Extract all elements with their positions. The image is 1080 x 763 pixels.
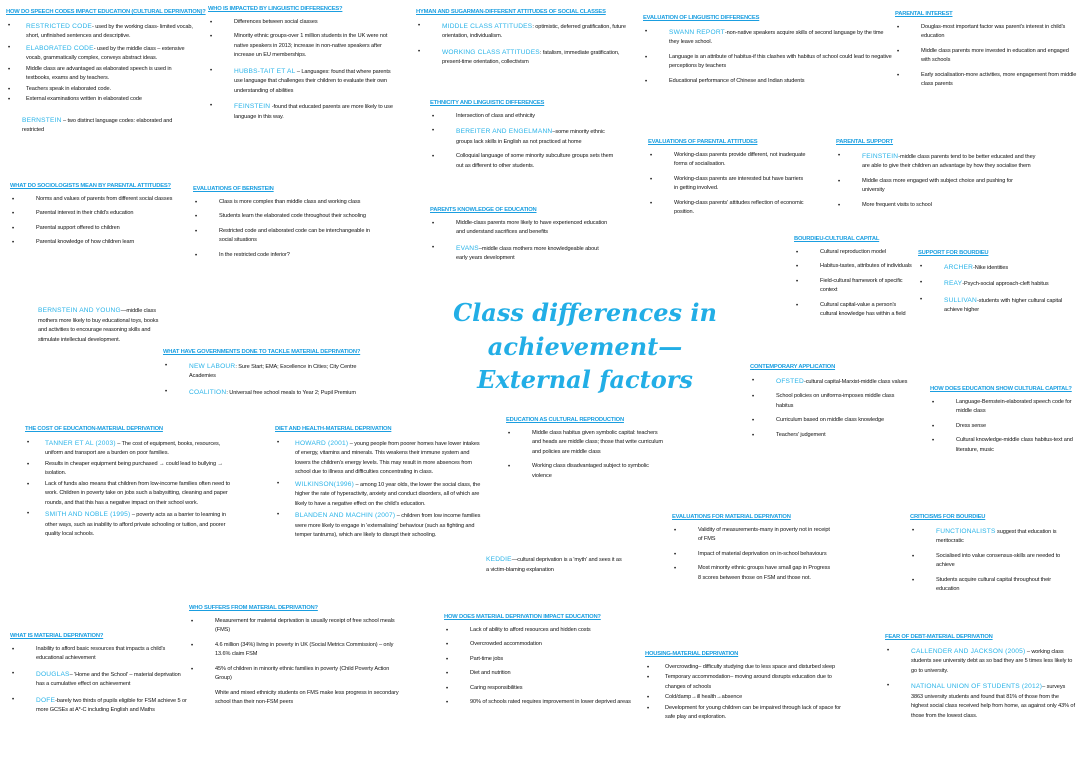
item-text: Validity of measurements-many in poverty not in receipt of FMS [698,526,830,543]
list-item [430,152,620,171]
list-item [6,65,194,84]
list-item [648,199,808,218]
keyword-highlight: COALITION [189,388,227,396]
extra-note: White and mixed ethnicity students on FMS make less progress in secondary school than their non-FSM peers [215,689,399,706]
bullet-list [506,429,666,482]
item-text: Teachers speak in elaborated code. [26,85,111,92]
keyword-highlight: ARCHER [944,263,974,271]
keyword-highlight: SMITH AND NOBLE (1995) [45,511,131,519]
list-item [193,198,383,208]
item-text: In the restricted code inferior? [219,251,290,258]
list-item [794,277,914,296]
item-text: suggest that education is meritocratic [936,528,1057,545]
item-text: – poverty acts as a barrier to learning in other ways, such as inability to afford private schooling or tuition, and poorer quality local schools. [45,512,226,538]
section-heading: PARENTAL INTEREST [895,11,953,17]
list-item [10,195,180,205]
list-item [189,665,399,684]
list-item [648,175,808,194]
list-item [25,438,235,459]
item-text: Cultural capital-value a person's cultural knowledge has within a field [820,301,906,318]
item-text: : Sure Start; EMA; Excellence in Cities; City Centre Academies [189,363,357,380]
section-heading: WHO SUFFERS FROM MATERIAL DEPRIVATION? [189,605,318,611]
section-cultural-reproduction [506,416,666,486]
item-text: 90% of schools rated requires improvement in lower deprived areas [470,699,631,706]
item-text: – working class students see university debt as so bad they are 5 times less likely to go to university. [911,648,1073,674]
item-text: Norms and values of parents from different social classes [36,195,173,202]
item-text: Teachers' judgement [776,431,826,438]
section-cost-education [25,425,235,541]
bullet-list [6,21,194,105]
keyword-highlight: BLANDEN AND MACHIN (2007) [295,512,396,520]
section-eval-material [672,513,832,588]
keyword-highlight: FEINSTEIN [862,152,899,160]
bullet-list [10,645,188,716]
item-text: Temporary accommodation– moving around disrupts education due to changes of schools [665,674,832,690]
list-item [10,669,188,690]
keyword-highlight: EVANS [456,244,479,252]
item-text: -Psych-social approach-cleft habitus [962,281,1049,288]
list-item [930,422,1080,432]
list-item [275,438,485,478]
list-item [672,526,832,545]
section-heading: WHAT IS MATERIAL DEPRIVATION? [10,633,104,639]
keyword-highlight: WILKINSON(1996) [295,480,355,488]
list-item [6,85,194,95]
bernstein-young-key: BERNSTEIN AND YOUNG [38,307,121,314]
item-text: –middle class mothers more knowledgeable about early years development [456,245,599,262]
list-item [750,416,910,426]
item-text: Language is an attribute of habitus-if this clashes with habitus of school could lead to negative perceptions by teachers [669,53,892,70]
keyword-highlight: NATIONAL UNION OF STUDENTS (2012) [911,683,1043,691]
item-text: Minority ethnic groups-over 1 million students in the UK were not native speakers in 2013; increase in non-native speakers after increase un EU memberships. [234,33,388,59]
item-text: Middle class parents more invested in education and engaged with schools [921,47,1069,64]
bullet-list [275,438,485,541]
item-text: Cultural knowledge-middle class habitus-text and literature, music [956,437,1073,453]
keyword-highlight: ELABORATED CODE [26,44,94,52]
item-text: Restricted code and elaborated code can be interchangeable in social situations [219,227,370,244]
section-eval-parental [648,138,808,223]
item-text: 45% of children in minority ethnic families in poverty (Child Poverty Action Group) [215,665,390,682]
list-item [895,47,1077,66]
item-text: Diet and nutrition [470,670,511,677]
item-text: – among 10 year olds, the lower the social class, the higher the rate of hyperactivity, anxiety and conduct disorders, all of which are likely to have a negative effect on the child's education. [295,481,481,507]
bullet-list [930,398,1080,456]
bullet-list [430,112,620,172]
item-text: External examinations written in elaborated code [26,96,142,103]
list-item [918,278,1078,290]
bullet-list [672,526,832,584]
list-item [208,32,400,61]
section-heading: HYMAN AND SUGARMAN-DIFFERENT ATTITUDES OF SOCIAL CLASSES [416,9,606,15]
item-text: Socialised into value consensus-skills are needed to achieve [936,552,1061,569]
keyword-highlight: HUBBS-TAIT ET AL [234,67,296,75]
section-heading: FEAR OF DEBT-MATERIAL DEPRIVATION [885,634,993,640]
list-item [208,101,400,122]
section-housing [645,650,845,724]
bernstein-young-note [38,305,164,345]
list-item [10,238,180,248]
list-item [275,479,485,510]
section-heading: HOW DOES MATERIAL DEPRIVATION IMPACT EDUCATION? [444,614,601,620]
list-item [430,219,610,238]
section-who-suffers [189,604,399,708]
list-item [910,526,1070,547]
item-text: Class is more complex than middle class and working class [219,198,361,205]
item-text: -middle class parents tend to be better educated and they are able to give their children an advantage by how they socialise them [862,153,1036,170]
item-text: -non-native speakers acquire skills of second language by the time they leave school. [669,29,884,46]
section-speech-codes [6,8,206,136]
item-text: -barely two thirds of pupils eligible for FSM achieve 5 or more GCSEs at A*-C including English and Maths [36,697,187,714]
item-text: Early socialisation-more activities, more engagement from middle class parents [921,71,1077,88]
list-item [25,460,235,479]
keyword-highlight: FUNCTIONALISTS [936,527,996,535]
section-heading: EVALUATION OF LINGUISTIC DIFFERENCES [643,15,760,21]
list-item [930,436,1080,455]
section-support-bourdieu [918,249,1078,321]
item-text: Parental interest in their child's education [36,210,134,217]
section-heading: SUPPORT FOR BOURDIEU [918,250,989,256]
bullet-list [648,151,808,218]
list-item [506,429,666,458]
section-heading: WHAT HAVE GOVERNMENTS DONE TO TACKLE MATERIAL DEPRIVATION? [163,349,361,355]
item-text: School policies on uniforms-imposes middle class habitus [776,393,895,409]
list-item [794,248,914,258]
section-eval-linguistic [643,14,893,91]
list-item [444,669,634,679]
list-item [430,243,610,264]
list-item [643,77,893,87]
item-text: Overcrowding– difficulty studying due to less space and disturbed sleep [665,663,836,670]
list-item [10,224,180,234]
item-text: Lack of funds also means that children from low-income families often need to work. Children in poverty take on jobs such a babysitting, cleaning and paper rounds, and that this has a negative impact on their school work. [45,480,231,506]
item-text: : optimistic, deferred gratification, future orientation, individualism. [442,23,626,40]
bullet-list [25,438,235,540]
list-item [163,387,383,399]
bullet-list [645,663,845,723]
keyword-highlight: SWANN REPORT [669,28,725,36]
section-heading: PARENTS KNOWLEDGE OF EDUCATION [430,207,537,213]
list-item [6,21,194,42]
list-item [444,698,634,708]
keyword-highlight: DOUGLAS [36,670,70,678]
list-item [895,71,1077,90]
list-item [10,695,188,716]
list-item [208,18,400,28]
section-heading: BOURDIEU-CULTURAL CAPITAL [794,236,880,242]
keyword-highlight: BEREITER AND ENGELMANN [456,128,553,136]
item-text: -cultural capital-Marxist-middle class values [803,378,908,385]
item-text: Impact of material deprivation on in-school behaviours [698,550,827,557]
section-heading: HOW DO SPEECH CODES IMPACT EDUCATION (CULTURAL DEPRIVATION)? [6,9,206,15]
list-item [444,640,634,650]
section-linguistic-impact [208,5,400,127]
section-heading: CRITICISMS FOR BOURDIEU [910,514,986,520]
keyword-highlight: SULLIVAN [944,296,977,304]
item-text: Habitus-tastes, attributes of individuals [820,263,912,270]
item-text: Middle class are advantaged as elaborated speech is used in textbooks, exams and by teachers. [26,65,172,82]
item-text: Measurement for material deprivation is usually receipt of free school meals (FMS) [215,617,395,634]
list-item [672,550,832,560]
title-line-1: Class differences in achievement— [453,298,717,361]
bullet-list [193,198,383,261]
section-heading: PARENTAL SUPPORT [836,139,894,145]
section-heading: DIET AND HEALTH-MATERIAL DEPRIVATION [275,426,392,432]
list-item [444,655,634,665]
section-heading: THE COST OF EDUCATION-MATERIAL DEPRIVATION [25,426,163,432]
item-text: Part-time jobs [470,655,504,662]
section-impact-material [444,613,634,713]
item-text: – The cost of equipment, books, resources, uniform and transport are a burden on poor families. [45,440,221,457]
list-item [918,262,1078,274]
section-heading: CONTEMPORARY APPLICATION [750,364,836,370]
list-item [430,112,620,122]
bullet-list [643,27,893,87]
item-text: – children from low income families were more likely to engage in 'externalising' behaviour (such as fighting and temper tantrums), which are likely to disrupt their schooling. [295,513,481,539]
item-text: Lack of ability to afford resources and hidden costs [470,626,591,633]
list-item [6,95,194,105]
keyword-highlight: MIDDLE CLASS ATTITUDES [442,22,533,30]
section-heading: WHO IS IMPACTED BY LINGUISTIC DIFFERENCES? [208,6,343,12]
bullet-list [163,361,383,399]
list-item [648,151,808,170]
note-text: – two distinct language codes: elaborated and restricted [22,117,173,134]
section-parental-support [836,138,1036,215]
item-text: Working-class parents' attitudes reflection of economic position. [674,199,804,216]
item-text: – young people from poorer homes have lower intakes of energy, vitamins and minerals. This weakens their immune system and lowers the children's energy levels. This may result in more absences from school due to illness and difficulties concentrating in class. [295,440,480,476]
keyword-highlight: REAY [944,280,963,288]
item-text: Colloquial language of some minority subculture groups sets them out as different to other students. [456,153,614,169]
item-text: Middle class more engaged with subject choice and pushing for university [862,177,1013,194]
section-eval-bernstein [193,185,383,265]
item-text: Inability to afford basic resources that impacts a child's educational achievement [36,645,166,662]
section-heading: EVALUATIONS OF BERNSTEIN [193,186,274,192]
list-item [836,201,1036,211]
item-text: – surveys 3863 university students and found that 81% of those from the highest social class received help from home, as against only 43% of those from the lowest class. [911,684,1075,719]
section-what-material [10,632,188,721]
item-text: Overcrowded accommodation [470,641,542,648]
list-item [910,576,1070,595]
item-text: Working class disadvantaged subject to symbolic violence [532,463,649,479]
section-parents-knowledge [430,206,610,269]
item-text: 4.6 million (34%) living in poverty in UK (Social Metrics Commission) – only 13.6% claim FSM [215,641,394,658]
bullet-list [794,248,914,320]
bullet-list [750,376,910,441]
item-text: Middle class habitus given symbolic capital: teachers and heads are middle class; those that write curriculum and policies are middle class [532,429,663,455]
title-line-2: External factors [477,365,693,395]
list-item [918,295,1078,316]
item-text: Results in cheaper equipment being purchased → could lead to bullying → isolation. [45,460,223,477]
page-title [385,296,785,397]
list-item [416,21,636,42]
section-governments [163,348,383,403]
bullet-list [430,219,610,264]
list-item [430,126,620,147]
list-item [25,480,235,509]
list-item [643,27,893,48]
list-item [645,693,845,703]
section-heading: HOW DOES EDUCATION SHOW CULTURAL CAPITAL? [930,386,1072,392]
item-text: Douglas-most important factor was parent's interest in child's education [921,23,1066,40]
section-heading: EVALUATIONS FOR MATERIAL DEPRIVATION [672,514,791,520]
item-text: Educational performance of Chinese and Indian students [669,77,805,84]
list-item [444,626,634,636]
list-item [930,398,1080,417]
bullet-list [208,18,400,123]
item-text: Parental knowledge of how children learn [36,239,135,246]
list-item [836,177,1036,196]
list-item [910,552,1070,571]
section-bourdieu [794,235,914,325]
bullet-list [444,626,634,708]
item-text: More frequent visits to school [862,201,932,208]
list-item [193,212,383,222]
section-hyman-sugarman [416,8,636,73]
item-text: Students learn the elaborated code throughout their schooling [219,213,366,220]
section-parental-interest [895,10,1077,95]
item-text: Working-class parents are interested but have barriers in getting involved. [674,175,804,192]
item-text: Curriculum based on middle class knowledge [776,417,885,424]
item-text: Language-Bernstein-elaborated speech code for middle class [956,398,1072,415]
bullet-list [416,21,636,68]
section-sociologists-parental [10,182,180,253]
item-text: Differences between social classes [234,18,318,25]
item-text: Cultural reproduction model [820,248,887,255]
keyword-highlight: DOFE [36,696,56,704]
list-item [750,392,910,411]
item-text: : fatalism, immediate gratification, present-time orientation, collectivism [442,49,620,66]
list-item [645,673,845,692]
keyword-highlight: BERNSTEIN [22,116,62,124]
section-diet-health [275,425,485,542]
section-show-cultural [930,385,1080,460]
section-heading: EDUCATION AS CULTURAL REPRODUCTION [506,417,624,423]
list-item [189,617,399,636]
section-contemporary [750,363,910,445]
item-text: – Languages: found that where parents use language that challenges their children to evaluate their own understanding of abilities [234,68,391,94]
item-text: : Universal free school meals to Year 2; Pupil Premium [226,389,356,396]
list-item [645,663,845,673]
list-item [645,704,845,723]
list-item [193,251,383,261]
bullet-list [836,151,1036,211]
list-item [794,262,914,272]
item-text: - used by the middle class – extensive vocab, grammatically complex, conveys abstract ideas. [26,45,185,62]
bullet-list [910,526,1070,595]
item-text: Most minority ethnic groups have small gap in Progress 8 scores between those on FSM and those not. [698,565,831,581]
item-text: Students acquire cultural capital throughout their education [936,576,1052,593]
list-item [193,227,383,246]
list-item [189,641,399,660]
item-text: – 'Home and the School' – material deprivation has a cumulative effect on achievement [36,671,181,688]
section-heading: EVALUATIONS OF PARENTAL ATTITUDES [648,139,758,145]
list-item [208,66,400,97]
keyword-highlight: FEINSTEIN [234,103,271,111]
section-heading: WHAT DO SOCIOLOGISTS MEAN BY PARENTAL ATTITUDES? [10,183,171,189]
bullet-list [918,262,1078,316]
keyword-highlight: CALLENDER AND JACKSON (2005) [911,647,1026,655]
section-fear-debt [885,633,1075,726]
bullet-list [895,23,1077,90]
keddie-text: —cultural deprivation is a 'myth' and sees it as a victim-blaming explanation [486,557,622,573]
item-text: Caring responsibilities [470,684,523,691]
list-item [672,564,832,583]
item-text: -students with higher cultural capital achieve higher [944,297,1063,314]
list-item [163,361,383,382]
keddie-note [486,554,626,575]
list-item [444,684,634,694]
keyword-highlight: NEW LABOUR [189,362,236,370]
bullet-list [10,195,180,248]
list-item [10,209,180,219]
keyword-highlight: TANNER ET AL (2003) [45,439,116,447]
list-item [643,53,893,72]
section-criticisms-bourdieu [910,513,1070,600]
list-item [275,510,485,541]
keyword-highlight: OFSTED [776,377,804,385]
item-text: Field-cultural framework of specific context [820,277,903,294]
list-item [10,645,188,664]
list-item [416,47,636,68]
list-item [794,301,914,320]
item-text: –some minority ethnic groups lack skills in English as not practiced at home [456,129,605,145]
keyword-highlight: HOWARD (2001) [295,439,349,447]
list-item [25,509,235,540]
keddie-key: KEDDIE [486,556,512,563]
section-heading: ETHNICITY AND LINGUISTIC DIFFERENCES [430,100,545,106]
item-text: Working-class parents provide different, not inadequate forms of socialisation. [674,151,806,168]
bullet-list [885,646,1075,722]
list-item [836,151,1036,172]
list-item [885,646,1075,677]
item-text: Intersection of class and ethnicity [456,112,535,119]
item-text: Parental support offered to children [36,224,120,231]
item-text: Dress sense [956,422,986,429]
section-ethnicity [430,99,620,176]
keyword-highlight: RESTRICTED CODE [26,22,93,30]
item-text: -found that educated parents are more likely to use language in this way. [234,104,393,120]
keyword-highlight: WORKING CLASS ATTITUDES [442,48,540,56]
item-text: Cold/damp→ill health→absence [665,694,743,701]
section-heading: HOUSING-MATERIAL DEPRIVATION [645,651,739,657]
bullet-list [189,617,399,684]
list-item [885,681,1075,721]
list-item [506,462,666,481]
bernstein-young-text: —middle class mothers more likely to buy educational toys, books and activities to encourage reasoning skills and stimulate intellectual development. [38,308,159,343]
item-text: Middle-class parents more likely to have experienced education and understand sacrifices and benefits [456,219,608,236]
bernstein-note [6,115,194,136]
list-item [895,23,1077,42]
item-text: - used by the working class- limited vocab, short, unfinished sentences and descriptive. [26,23,193,40]
item-text: Development for young children can be impaired through lack of space for safe play and exploration. [665,704,841,721]
list-item [750,431,910,441]
list-item [6,43,194,64]
list-item [750,376,910,388]
item-text: -Nike identities [973,264,1009,271]
